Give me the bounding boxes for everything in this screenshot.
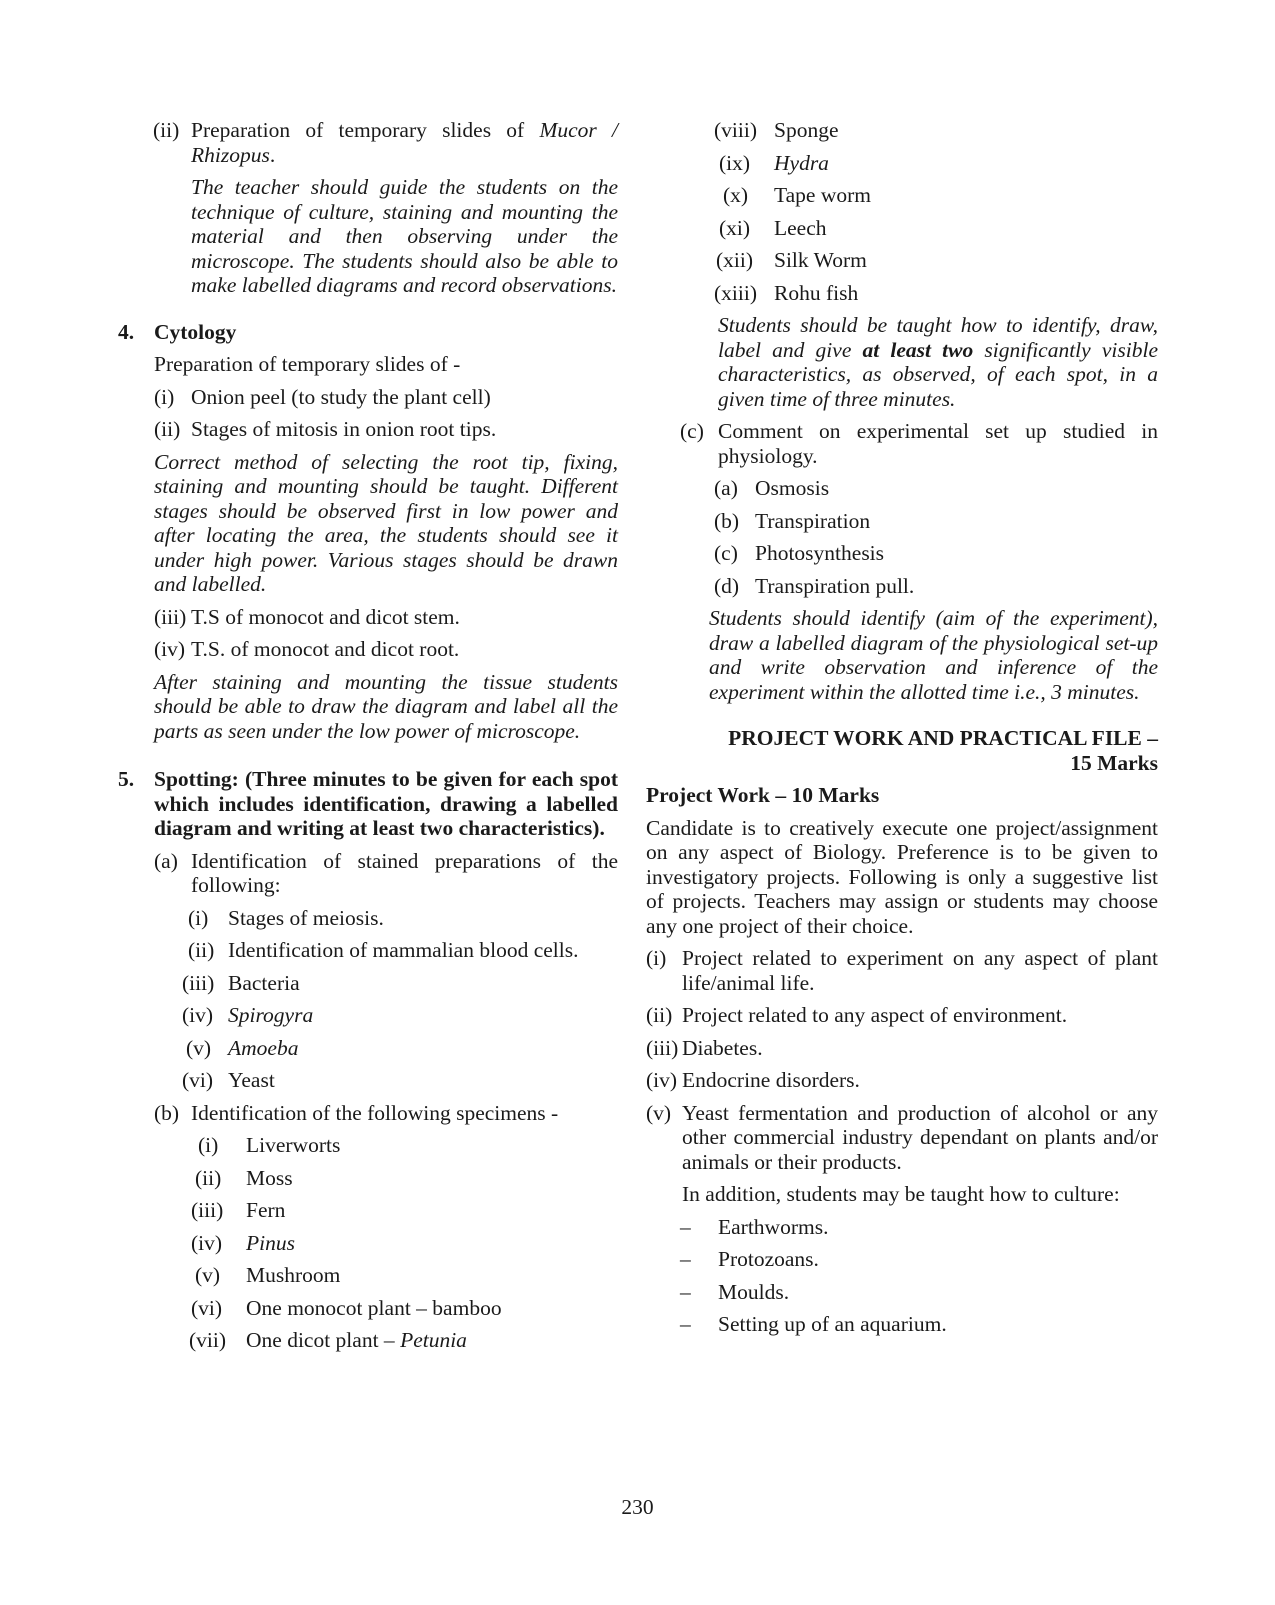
- list-item: (d) Transpiration pull.: [714, 573, 915, 598]
- list-item: (xii) Silk Worm: [716, 248, 867, 272]
- list-item: (ii) Project related to any aspect of environment.: [646, 1003, 1068, 1027]
- list-item: (i) Onion peel (to study the plant cell): [154, 384, 491, 409]
- list-item: (viii) Sponge: [714, 118, 839, 142]
- left-column: [118, 118, 618, 1361]
- list-item: (xi) Leech: [719, 215, 827, 240]
- list-item: – Setting up of an aquarium.: [680, 1312, 947, 1336]
- list-item: (i) Liverworts: [198, 1133, 341, 1157]
- subsection-c: (c) Comment on experimental set up studied in physiology.: [680, 419, 1158, 468]
- list-item: (iii) T.S of monocot and dicot stem.: [154, 604, 460, 629]
- list-item: (ii) Stages of mitosis in onion root tips.: [154, 417, 497, 441]
- subsection-b: (b) Identification of the following specimens -: [154, 1100, 559, 1125]
- list-item: (ii) Moss: [195, 1165, 293, 1190]
- list-item: (iv) Pinus: [191, 1230, 295, 1255]
- note-root-tip: Correct method of selecting the root tip, fixing, staining and mounting should be taught. Different stages should be observed first in low power and after locating the area, the students should see it under high power. Various stages should be drawn and labelled.: [154, 449, 618, 596]
- list-item: (b) Transpiration: [714, 508, 871, 533]
- list-item: (v) Mushroom: [195, 1263, 341, 1287]
- note-culture: The teacher should guide the students on the technique of culture, staining and mounting the material and then observing under the microscope. The students should also be able to make labelled diagrams and record observations.: [191, 175, 618, 297]
- list-item: (vi) Yeast: [182, 1068, 275, 1092]
- list-item: (iv) Endocrine disorders.: [646, 1068, 860, 1092]
- list-item: (iii) Bacteria: [182, 970, 300, 995]
- list-item: (iii) Fern: [191, 1198, 286, 1222]
- list-item: (iii) Diabetes.: [646, 1035, 763, 1060]
- list-item: – Earthworms.: [680, 1214, 829, 1239]
- right-column: [646, 118, 1158, 1345]
- item-ii-mucor: (ii) Preparation of temporary slides of Mucor / Rhizopus.: [153, 118, 619, 167]
- list-item: (ix) Hydra: [719, 150, 829, 175]
- note-physiology: Students should identify (aim of the experiment), draw a labelled diagram of the physiological set-up and write observation and inference of the experiment within the allotted time i.e., 3 minutes.: [709, 606, 1158, 704]
- project-subheading: Project Work – 10 Marks: [646, 783, 880, 807]
- list-item: (i) Stages of meiosis.: [188, 905, 384, 930]
- list-item: (i) Project related to experiment on any aspect of plant life/animal life.: [646, 946, 1158, 995]
- list-item: – Moulds.: [680, 1279, 790, 1304]
- section-4-heading: 4. Cytology: [118, 319, 237, 344]
- list-item: (iv) T.S. of monocot and dicot root.: [154, 637, 460, 661]
- list-item: (a) Osmosis: [714, 476, 830, 500]
- list-item: (x) Tape worm: [723, 183, 872, 207]
- list-item: (vi) One monocot plant – bamboo: [191, 1295, 502, 1320]
- culture-intro: In addition, students may be taught how to culture:: [682, 1182, 1120, 1206]
- subsection-a: (a) Identification of stained preparations of the following:: [154, 848, 618, 897]
- project-heading: PROJECT WORK AND PRACTICAL FILE – 15 Marks: [728, 726, 1158, 775]
- list-item: (c) Photosynthesis: [714, 541, 885, 565]
- section-5-heading: 5. Spotting: (Three minutes to be given for each spot which includes identification, drawing a labelled diagram and writing at least two characteristics).: [118, 767, 618, 840]
- list-item: – Protozoans.: [680, 1247, 819, 1271]
- list-item: (xiii) Rohu fish: [714, 280, 859, 305]
- page-number: 230: [621, 1495, 654, 1519]
- list-item: (ii) Identification of mammalian blood cells.: [188, 938, 579, 962]
- list-item: (iv) Spirogyra: [182, 1003, 314, 1027]
- section-4-intro: Preparation of temporary slides of -: [154, 352, 461, 376]
- list-item: (v) Yeast fermentation and production of alcohol or any other commercial industry dependant on plants and/or animals or their products.: [646, 1100, 1158, 1174]
- note-spotting: Students should be taught how to identify, draw, label and give at least two significantly visible characteristics, as observed, of each spot, in a given time of three minutes.: [718, 313, 1158, 411]
- project-intro: Candidate is to creatively execute one project/assignment on any aspect of Biology. Preference is to be given to investigatory projects. Following is only a suggestive list of projects. Teachers may assign or students may choose any one project of their choice.: [646, 815, 1158, 938]
- list-item: (v) Amoeba: [186, 1035, 299, 1060]
- list-item: (vii) One dicot plant – Petunia: [189, 1328, 467, 1352]
- note-staining: After staining and mounting the tissue students should be able to draw the diagram and label all the parts as seen under the low power of microscope.: [154, 669, 618, 743]
